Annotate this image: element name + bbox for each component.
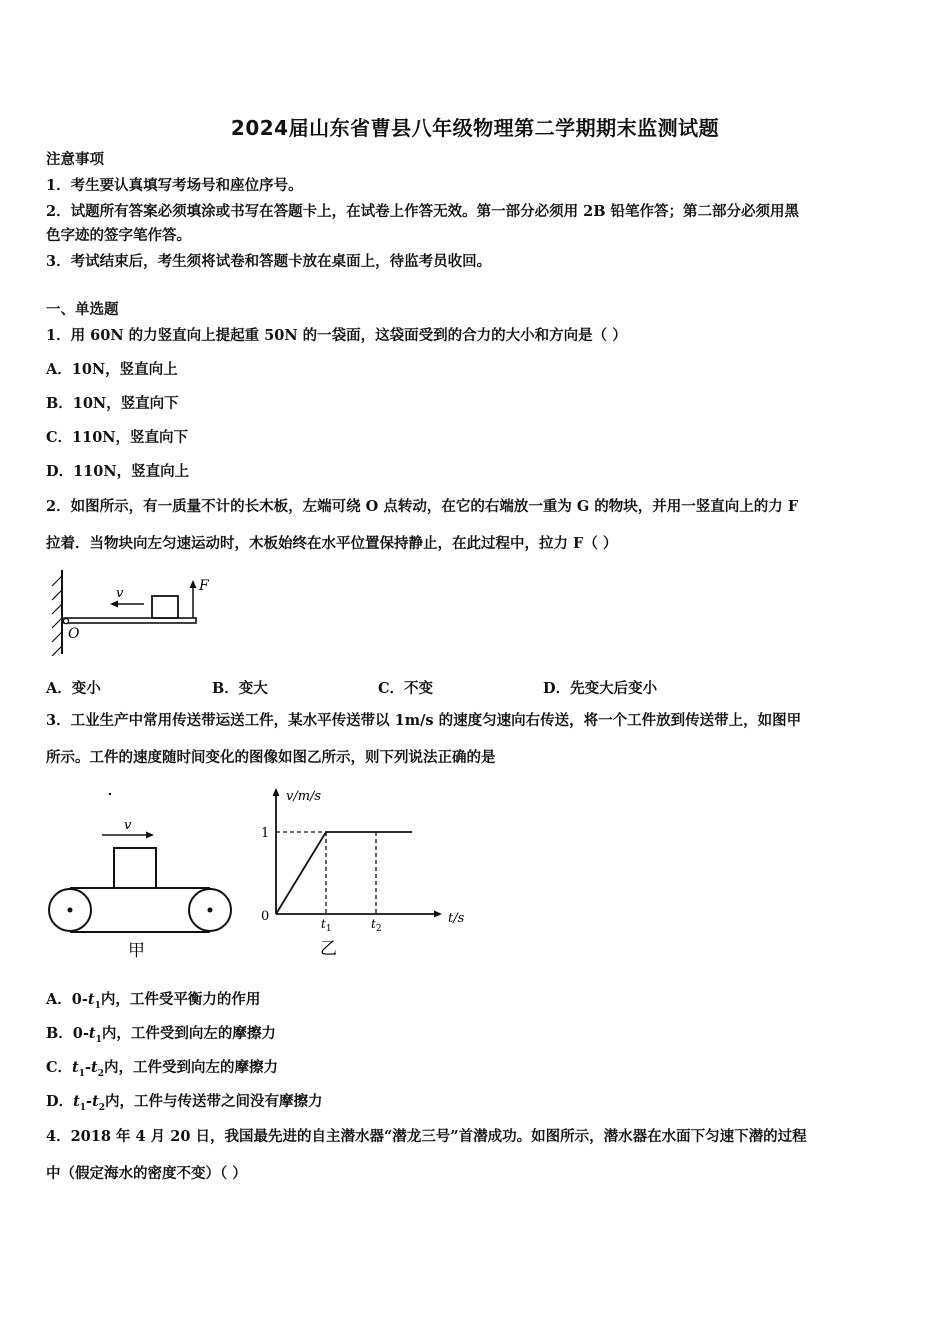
q2-stem-line1: 2．如图所示，有一质量不计的长木板，左端可绕 O 点转动，在它的右端放一重为 G 的物块，并用一竖直向上的力 F: [46, 498, 799, 515]
q3-option-a: A．$0-t_1$内，工件受平衡力的作用: [46, 991, 261, 1011]
y-tick-1: 1: [261, 826, 270, 841]
q2-option-d: D．先变大后变小: [543, 680, 658, 697]
x-axis-label: t/s: [448, 911, 465, 926]
caption-jia: 甲: [128, 941, 145, 961]
exam-title: 2024届山东省曹县八年级物理第二学期期末监测试题: [230, 116, 720, 140]
q3-stem-line1: 3．工业生产中常用传送带运送工件，某水平传送带以 1m/s 的速度匀速向右传送，将一个工件放到传送带上，如图甲: [46, 712, 802, 729]
notice-item-2: 2．试题所有答案必须填涂或书写在答题卡上，在试卷上作答无效。第一部分必须用 2B 铅笔作答；第二部分必须用黑: [46, 203, 800, 220]
origin-label: 0: [261, 909, 270, 924]
q1-option-d: D．110N，竖直向上: [46, 463, 190, 480]
notice-item-2-cont: 色字迹的签字笔作答。: [46, 227, 191, 244]
q2-option-c: C．不变: [378, 680, 434, 697]
t2-label: $t_2$: [371, 917, 382, 934]
q2-option-b: B．变大: [212, 680, 268, 697]
q3-figure-yi: [254, 782, 484, 966]
q1-option-a: A．10N，竖直向上: [46, 361, 178, 378]
q1-stem: 1．用 60N 的力竖直向上提起重 50N 的一袋面，这袋面受到的合力的大小和方向是（ ）: [46, 327, 627, 344]
q3-option-d: D．$t_1-t_2$内，工件与传送带之间没有摩擦力: [46, 1093, 323, 1113]
q1-option-c: C．110N，竖直向下: [46, 429, 189, 446]
q3-option-c: C．$t_1-t_2$内，工件受到向左的摩擦力: [46, 1059, 279, 1079]
conveyor-velocity-label: v: [124, 818, 132, 833]
q3-option-b: B．$0-t_1$内，工件受到向左的摩擦力: [46, 1025, 276, 1045]
caption-yi: 乙: [320, 939, 337, 959]
q3-stem-line2: 所示。工件的速度随时间变化的图像如图乙所示，则下列说法正确的是: [46, 749, 496, 766]
velocity-label-v: v: [116, 586, 124, 601]
t1-label: $t_1$: [321, 917, 332, 934]
q3-figure-jia: [44, 784, 244, 968]
q1-option-b: B．10N，竖直向下: [46, 395, 179, 412]
section-heading: 一、单选题: [46, 301, 119, 318]
y-axis-label: v/m/s: [286, 789, 322, 804]
velocity-time-line: [276, 832, 412, 914]
q4-stem-line1: 4．2018 年 4 月 20 日，我国最先进的自主潜水器“潜龙三号”首潜成功。如图所示，潜水器在水面下匀速下潜的过程: [46, 1128, 807, 1145]
q4-stem-line2: 中（假定海水的密度不变）（ ）: [46, 1165, 247, 1182]
pivot-label-o: O: [68, 626, 80, 642]
q2-option-a: A．变小: [46, 680, 101, 697]
force-label-f: F: [199, 578, 209, 594]
notice-item-3: 3．考试结束后，考生须将试卷和答题卡放在桌面上，待监考员收回。: [46, 253, 492, 270]
q2-stem-line2: 拉着．当物块向左匀速运动时，木板始终在水平位置保持静止，在此过程中，拉力 F（ ）: [46, 535, 618, 552]
notice-heading: 注意事项: [46, 151, 104, 168]
notice-item-1: 1．考生要认真填写考场号和座位序号。: [46, 177, 303, 194]
q2-figure: [44, 566, 234, 660]
